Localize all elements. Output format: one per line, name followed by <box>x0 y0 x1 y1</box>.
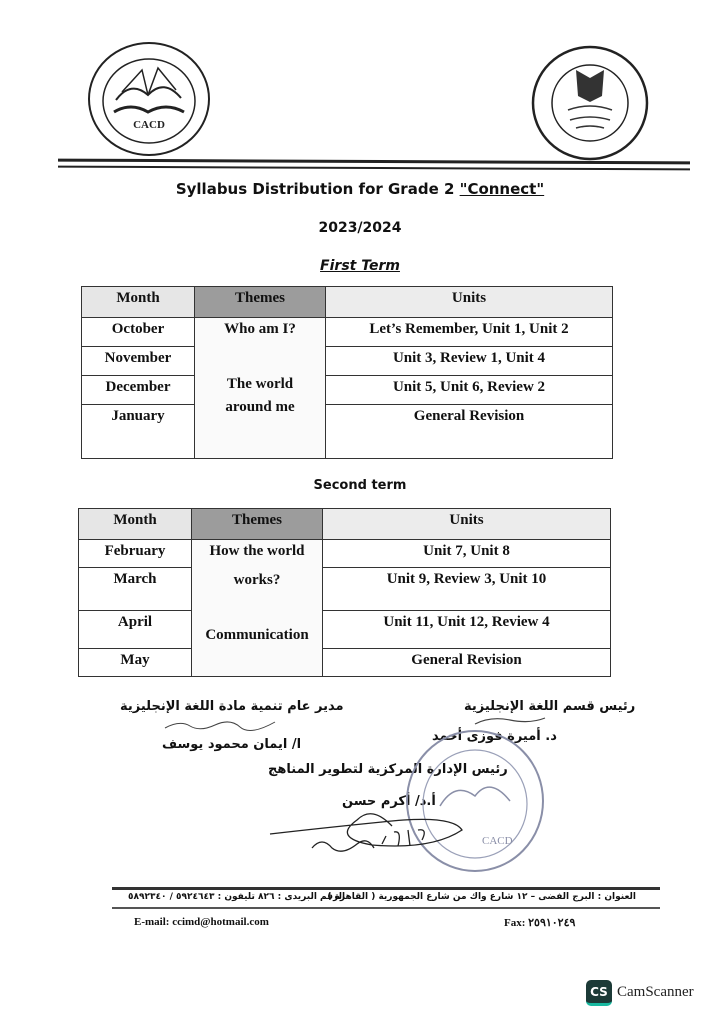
handwritten-signature <box>262 800 492 870</box>
month-cell: February <box>79 540 192 568</box>
footer-rule <box>112 907 660 909</box>
column-header-month: Month <box>82 287 195 318</box>
table-header-row <box>79 509 611 540</box>
table-header-row <box>82 287 613 318</box>
camscanner-logo-icon: CS <box>586 980 612 1006</box>
second-term-heading: Second term <box>313 478 407 493</box>
themes-cell <box>192 540 323 677</box>
stamp-label: CACD <box>482 835 513 847</box>
document-title <box>0 180 720 198</box>
theme-text: around me <box>225 399 295 415</box>
signatory-left-title: مدير عام تنمية مادة اللغة الإنجليزية <box>120 699 344 714</box>
table-row <box>82 347 613 376</box>
footer-address: العنوان : البرج الفضى – ١٢ شارع واك من شارع الجمهورية ( القاهرة ) <box>327 892 636 902</box>
title-highlight: "Connect" <box>459 180 545 198</box>
cacd-logo-label: CACD <box>133 119 165 131</box>
month-cell: May <box>79 649 192 677</box>
footer-postal-phone: الرقم البريدى : ٨٢٦ تليفون : ٥٩٢٤٦٤٣ / ٥٨٩٢٣٤٠ <box>128 892 346 902</box>
units-cell: Let’s Remember, Unit 1, Unit 2 <box>326 318 613 347</box>
column-header-themes: Themes <box>192 509 323 540</box>
table-row <box>79 611 611 649</box>
month-cell: March <box>79 568 192 611</box>
month-cell: November <box>82 347 195 376</box>
themes-cell <box>195 318 326 459</box>
signatory-left-name: ا/ ايمان محمود يوسف <box>162 737 302 752</box>
column-header-themes: Themes <box>195 287 326 318</box>
ministry-logo <box>530 44 650 162</box>
header-rule <box>58 166 690 171</box>
units-cell: Unit 11, Unit 12, Review 4 <box>323 611 611 649</box>
theme-text: The world <box>226 376 294 392</box>
units-cell: Unit 9, Review 3, Unit 10 <box>323 568 611 611</box>
theme-text: How the world <box>209 543 305 559</box>
units-cell: General Revision <box>323 649 611 677</box>
table-row <box>79 540 611 568</box>
table-row <box>79 649 611 677</box>
month-cell: December <box>82 376 195 405</box>
footer-email: E-mail: ccimd@hotmail.com <box>134 916 269 928</box>
first-term-heading: First Term <box>320 258 400 274</box>
units-cell: Unit 3, Review 1, Unit 4 <box>326 347 613 376</box>
column-header-units: Units <box>323 509 611 540</box>
academic-year: 2023/2024 <box>318 220 402 236</box>
title-prefix: Syllabus Distribution for Grade 2 <box>175 180 460 198</box>
table-row <box>82 405 613 459</box>
table-row <box>82 318 613 347</box>
month-cell: January <box>82 405 195 459</box>
first-term-table <box>81 286 613 459</box>
cacd-logo <box>86 40 212 158</box>
camscanner-watermark: CamScanner <box>617 984 694 1000</box>
signatory-right-title: رئيس قسم اللغة الإنجليزية <box>464 699 636 714</box>
month-cell: April <box>79 611 192 649</box>
footer-rule <box>112 887 660 890</box>
theme-text: Communication <box>205 627 309 643</box>
table-row <box>82 376 613 405</box>
column-header-month: Month <box>79 509 192 540</box>
theme-text: Who am I? <box>224 321 296 337</box>
units-cell: Unit 5, Unit 6, Review 2 <box>326 376 613 405</box>
month-cell: October <box>82 318 195 347</box>
units-cell: General Revision <box>326 405 613 459</box>
footer-fax: Fax: ٢٥٩١٠٢٤٩ <box>504 917 576 929</box>
signatory-right-name: د. أميرة فوزى أحمد <box>432 729 557 744</box>
units-cell: Unit 7, Unit 8 <box>323 540 611 568</box>
theme-text: works? <box>233 572 281 588</box>
table-row <box>79 568 611 611</box>
second-term-table <box>78 508 611 677</box>
signatory-center-title: رئيس الإدارة المركزية لتطوير المناهج <box>268 762 508 777</box>
signatory-center-name: أ.د/ أكرم حسن <box>342 794 436 809</box>
column-header-units: Units <box>326 287 613 318</box>
handwritten-signature <box>160 716 280 734</box>
